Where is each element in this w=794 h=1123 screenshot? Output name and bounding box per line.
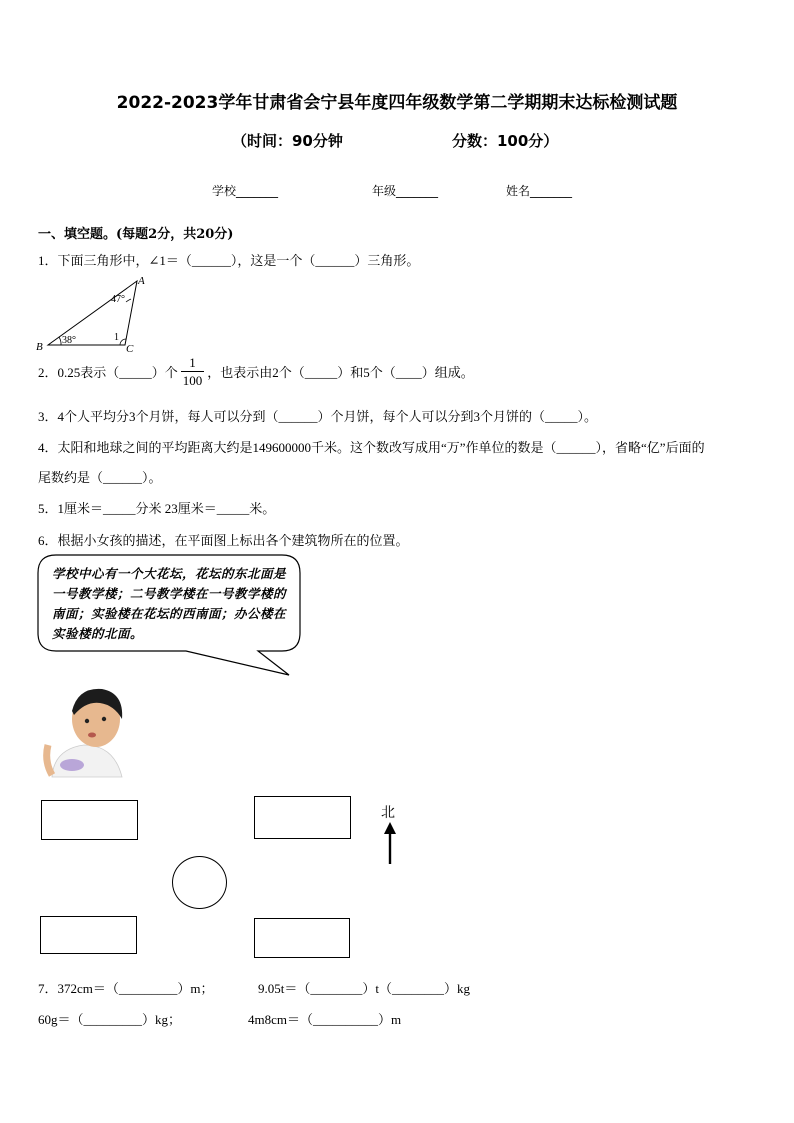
question-7-c: 60g＝（_________）kg； [38, 1012, 182, 1027]
exam-time: （时间：90分钟 [232, 132, 343, 150]
north-label: 北 [381, 805, 395, 821]
fraction [181, 356, 205, 387]
question-4-line1: 4．太阳和地球之间的平均距离大约是149600000千米。这个数改写成用“万”作单位的数是（______），省略“亿”后面的 [38, 440, 705, 455]
question-1: 1．下面三角形中，∠1＝（______），这是一个（______）三角形。 [38, 253, 420, 268]
fraction-denominator: 100 [182, 373, 203, 388]
school-blank: _______ [236, 184, 279, 198]
fraction-numerator: 1 [181, 356, 205, 372]
question-7-b: 9.05t＝（________）t（________）kg [258, 981, 470, 996]
question-2 [38, 356, 474, 387]
grade-label: 年级 [372, 184, 397, 198]
question-7-d: 4m8cm＝（__________）m [248, 1012, 402, 1027]
question-2-post: ，也表示由2个（_____）和5个（____）组成。 [207, 365, 474, 380]
building-box-top-right[interactable] [254, 796, 351, 839]
grade-field [372, 182, 438, 199]
vertex-b-label: B [36, 341, 43, 353]
building-box-bottom-left[interactable] [40, 916, 137, 954]
question-3: 3．4个人平均分3个月饼，每人可以分到（______）个月饼，每个人可以分到3个月饼的（_____）。 [38, 409, 598, 424]
question-7-a: 7．372cm＝（_________）m； [38, 981, 214, 996]
question-6: 6．根据小女孩的描述，在平面图上标出各个建筑物所在的位置。 [38, 533, 409, 548]
page-title: 2022-2023学年甘肃省会宁县年度四年级数学第二学期期末达标检测试题 [116, 93, 678, 113]
north-arrow-icon [382, 822, 398, 864]
vertex-c-label: C [126, 343, 134, 355]
triangle-figure [34, 272, 144, 356]
child-illustration [44, 685, 128, 777]
angle-b-label: 38° [62, 335, 76, 346]
question-5: 5．1厘米＝_____分米 23厘米＝_____米。 [38, 501, 276, 516]
school-field [212, 182, 278, 199]
name-field [506, 182, 572, 199]
question-4-line2: 尾数约是（______）。 [38, 470, 162, 485]
section-heading: 一、填空题。(每题2分，共20分) [38, 227, 234, 242]
building-box-top-left[interactable] [41, 800, 138, 840]
flower-bed-circle[interactable] [172, 856, 227, 909]
vertex-a-label: A [138, 275, 145, 287]
name-blank: _______ [530, 184, 573, 198]
school-label: 学校 [212, 184, 237, 198]
exam-score: 分数：100分） [452, 132, 559, 150]
question-2-pre: 2．0.25表示（_____）个 [38, 365, 178, 380]
angle-a-label: 47° [111, 294, 125, 305]
speech-bubble-text: 学校中心有一个大花坛，花坛的东北面是一号教学楼；二号教学楼在一号教学楼的南面；实验楼在花坛的西南面；办公楼在实验楼的北面。 [52, 566, 287, 641]
angle-1-label: 1 [114, 332, 119, 343]
grade-blank: _______ [396, 184, 439, 198]
name-label: 姓名 [506, 184, 531, 198]
building-box-bottom-right[interactable] [254, 918, 350, 958]
